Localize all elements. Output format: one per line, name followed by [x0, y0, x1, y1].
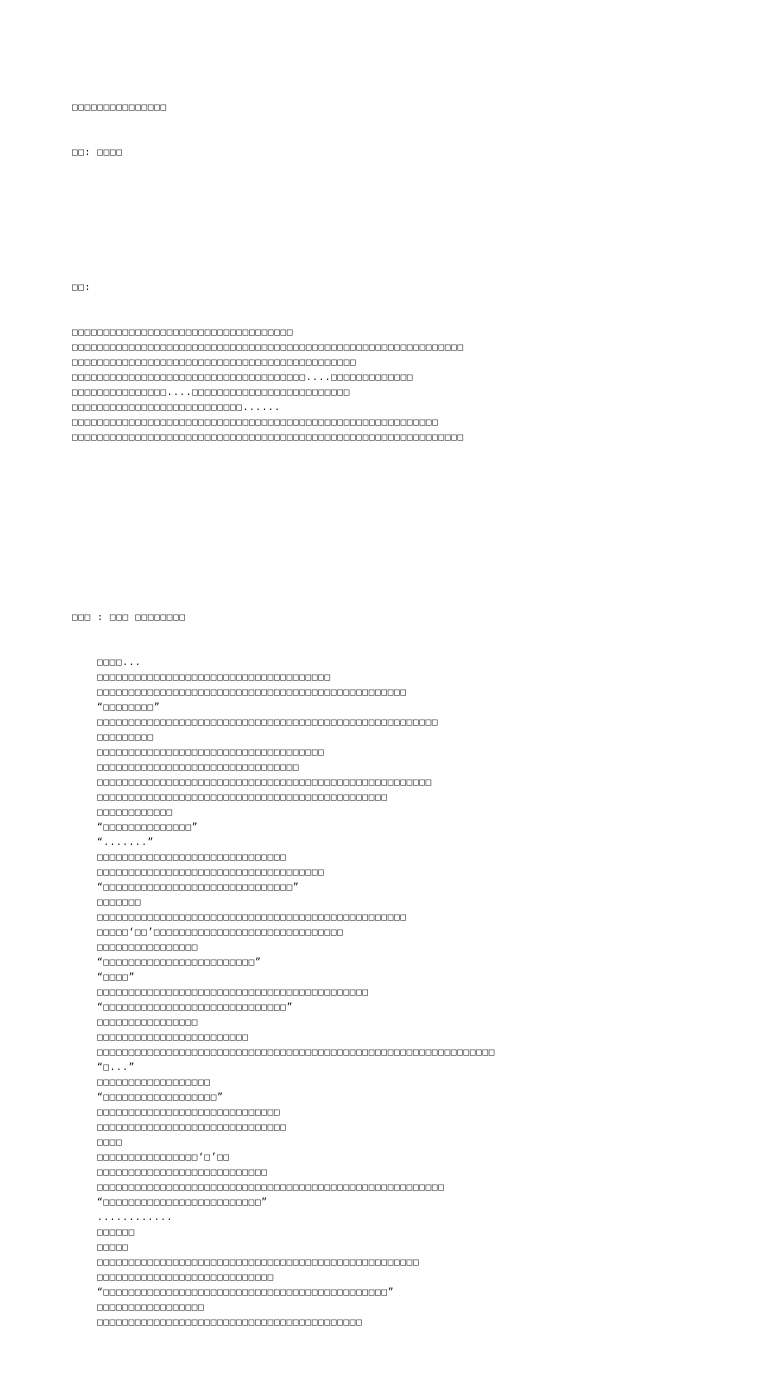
text-line: □□□□□□□□□□□□□□□□□□□□□□□□□□□...... — [72, 402, 281, 413]
text-line: “□□□□□□□□” — [97, 702, 161, 713]
text-line: □□□□□ — [97, 1242, 129, 1253]
text-line: “□□□□□□□□□□□□□□□□□□□□□□□□” — [97, 957, 262, 968]
text-line: □□□□□□□□□□□□ — [97, 807, 173, 818]
text-line: □□□□□□□□□□□□□□□□□□□□□□□□□□□□□□ — [97, 852, 287, 863]
text-line: □□□□□□□□□□□□□□□□□□□□□□□□□□□□□□□□□□□□ — [97, 867, 325, 878]
document-title: □□□□□□□□□□□□□□□ — [72, 102, 167, 113]
text-line: “□□□□□□□□□□□□□□” — [97, 822, 199, 833]
author-line: □□: □□□□ — [72, 147, 123, 158]
text-line: □□□□□□□ — [97, 897, 142, 908]
text-line: □□□□□□□□□□□□□□□□□□□□□□□□□□□□□□□□□□□ — [72, 327, 294, 338]
text-line: “□□□□□□□□□□□□□□□□□□□□□□□□□” — [97, 1197, 268, 1208]
text-line: □□□□□□□□□□□□□□□□□□□□□□□□□□□□□□□□□□□□□□□□□□□□□□□□□□□□□□□□□□□□□□ — [72, 432, 464, 443]
text-line: “□□□□□□□□□□□□□□□□□□□□□□□□□□□□□” — [97, 1002, 293, 1013]
document-page — [72, 70, 752, 1375]
text-line: □□□□□□□□□□□□□□□□□□□□□□□□□□□□□□□□□□□□□□□□□□ — [97, 1317, 363, 1328]
text-line: □□□□□□□□□□□□□□□□□□□□□□□□ — [97, 1032, 249, 1043]
text-line: “□□□□” — [97, 972, 135, 983]
text-line: □□□□□□ — [97, 1227, 135, 1238]
text-line: “□...” — [97, 1062, 135, 1073]
text-line: “.......” — [97, 837, 154, 848]
text-line: “□□□□□□□□□□□□□□□□□□□□□□□□□□□□□□□□□□□□□□□□□□□□□” — [97, 1287, 395, 1298]
text-line: □□□□□‘□□’□□□□□□□□□□□□□□□□□□□□□□□□□□□□□□ — [97, 927, 344, 938]
text-line: “□□□□□□□□□□□□□□□□□□□□□□□□□□□□□□” — [97, 882, 300, 893]
text-line: □□□□□□□□□□□□□□□□□□□□□□□□□□□□□□□□□□□□□□□□□□□□□□□□□□□□□□□□□□□□□□□ — [97, 1047, 496, 1058]
text-line: □□□□□□□□□□□□□□□□□□□□□□□□□□□□□□□□□□□□□□□□□□□ — [97, 987, 369, 998]
text-line: ............ — [97, 1212, 173, 1223]
text-line: □□□□ — [97, 1137, 123, 1148]
text-line: □□□□□□□□□□□□□□□□□□□□□□□□□□□□□ — [97, 1107, 281, 1118]
chapter-heading: □□□ : □□□ □□□□□□□□ — [72, 612, 186, 623]
text-line: □□□□□□□□□□□□□□□□ — [97, 1017, 199, 1028]
blank-line — [72, 520, 752, 535]
text-line: “□□□□□□□□□□□□□□□□□□” — [97, 1092, 224, 1103]
text-line: □□□□□□□□□□□□□□□□□□□□□□□□□□□□□□ — [97, 1122, 287, 1133]
text-line: □□□□□□□□□□□□□□□□ — [97, 942, 199, 953]
text-line: □□□□□□□□□□□□□□□□□□□□□□□□□□□□□□□□□□□□□□□□□□□□□□□□□ — [97, 687, 407, 698]
text-line: □□□□□□□□□□□□□□□□□□□□□□□□□□□□ — [97, 1272, 274, 1283]
text-line: □□□□□□□□□□□□□□□□□□□□□□□□□□□□□□□□□□□□□□□□□□□□□□□□□□□□□□□□□□ — [72, 417, 439, 428]
text-line: □□□□□□□□□□□□□□□□□□□□□□□□□□□□□□□□□□□□□□□□□□□□□□□□□□□□□ — [97, 777, 432, 788]
text-line: □□□□□□□□□□□□□□□□□□□□□□□□□□□□□□□□□□□□□ — [97, 672, 331, 683]
summary-section — [72, 250, 752, 475]
text-line: □□□□□□□□□□□□□□□□□□□□□□□□□□□□□□□□ — [97, 762, 300, 773]
text-line: □□□□□□□□□□□□□□□□□□□□□□□□□□□□□□□□□□□□□□□□□□□□□□□□□□□ — [97, 1257, 420, 1268]
chapter-body — [72, 655, 752, 1330]
text-line: □□□□... — [97, 657, 142, 668]
text-line: □□□□□□□□□□□□□□□□□□□□□□□□□□□□□□□□□□□□□....□□□□□□□□□□□□□ — [72, 372, 414, 383]
text-line: □□□□□□□□□□□□□□□□□ — [97, 1302, 205, 1313]
summary-label: □□: — [72, 282, 91, 293]
text-line: □□□□□□□□□□□□□□□□□□□□□□□□□□□□□□□□□□□□□□□□□□□□□□□□□ — [97, 912, 407, 923]
text-line: □□□□□□□□□□□□□□□....□□□□□□□□□□□□□□□□□□□□□□□□□ — [72, 387, 351, 398]
blank-line — [72, 190, 752, 205]
text-line: □□□□□□□□□□□□□□□□□□□□□□□□□□□□□□□□□□□□□□□□□□□□□□□□□□□□□□□ — [97, 1182, 445, 1193]
text-line: □□□□□□□□□□□□□□□□□□□□□□□□□□□□□□□□□□□□□□□□□□□□□□ — [97, 792, 388, 803]
text-line: □□□□□□□□□□□□□□□□□□ — [97, 1077, 211, 1088]
text-line: □□□□□□□□□□□□□□□□□□□□□□□□□□□□□□□□□□□□□□□□□□□□□ — [72, 357, 357, 368]
text-line: □□□□□□□□□ — [97, 732, 154, 743]
chapter-section — [72, 580, 752, 1360]
summary-body — [72, 325, 752, 445]
text-line: □□□□□□□□□□□□□□□□□□□□□□□□□□□□□□□□□□□□□□□□□□□□□□□□□□□□□□□□□□□□□□ — [72, 342, 464, 353]
text-line: □□□□□□□□□□□□□□□□□□□□□□□□□□□□□□□□□□□□□□□□□□□□□□□□□□□□□□ — [97, 717, 439, 728]
text-line: □□□□□□□□□□□□□□□□□□□□□□□□□□□□□□□□□□□□ — [97, 747, 325, 758]
text-line: □□□□□□□□□□□□□□□□‘□’□□ — [97, 1152, 230, 1163]
text-line: □□□□□□□□□□□□□□□□□□□□□□□□□□□ — [97, 1167, 268, 1178]
